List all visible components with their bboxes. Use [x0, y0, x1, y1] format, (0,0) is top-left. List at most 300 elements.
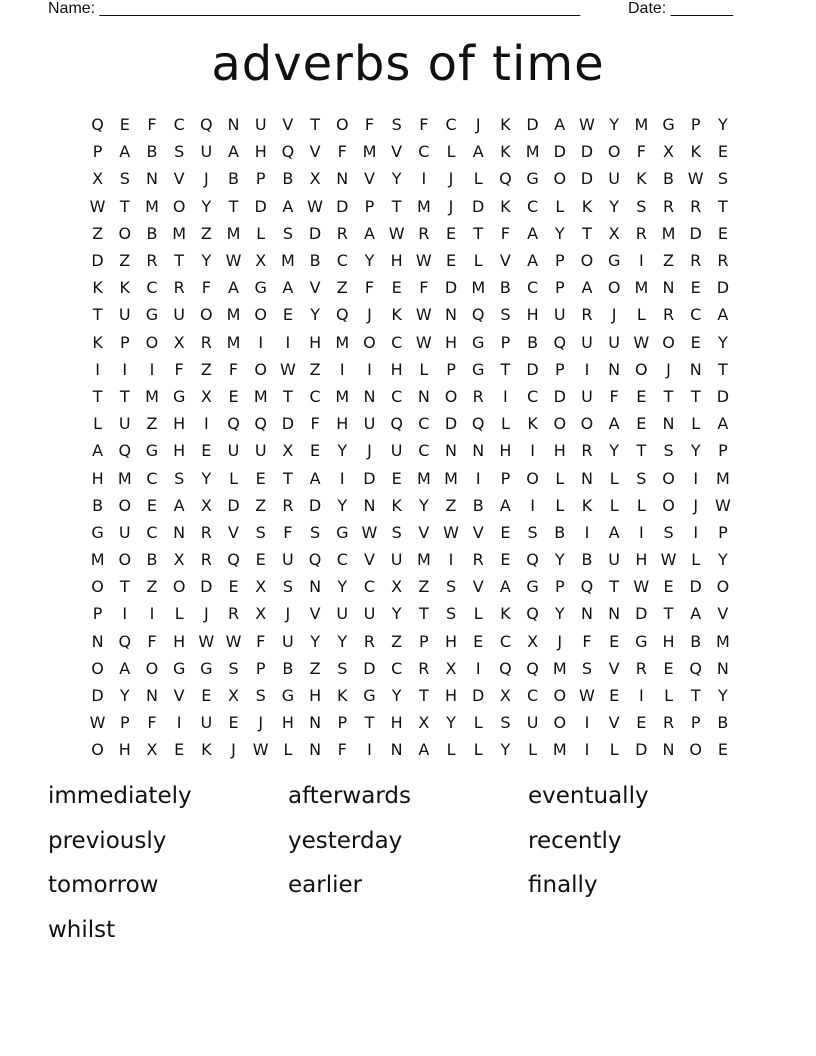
- grid-cell: L: [609, 468, 619, 488]
- grid-cell: E: [174, 740, 185, 760]
- grid-cell: A: [173, 495, 185, 515]
- grid-cell: B: [663, 169, 675, 189]
- grid-cell: R: [227, 604, 240, 624]
- grid-row: [84, 274, 732, 301]
- grid-cell: K: [119, 278, 131, 298]
- grid-cell: G: [635, 631, 648, 651]
- grid-cell: M: [525, 142, 540, 162]
- grid-cell: U: [118, 522, 131, 542]
- grid-cell: L: [473, 604, 483, 624]
- word-list-item: afterwards: [288, 783, 411, 809]
- grid-cell: R: [635, 223, 647, 243]
- grid-cell: T: [718, 196, 728, 216]
- grid-cell: S: [174, 142, 185, 162]
- grid-cell: I: [448, 550, 454, 570]
- grid-cell: O: [254, 305, 268, 325]
- grid-cell: T: [174, 251, 185, 271]
- grid-cell: Q: [118, 441, 132, 461]
- word-list-item: recently: [528, 827, 622, 854]
- grid-cell: M: [145, 196, 159, 216]
- grid-cell: K: [391, 495, 402, 515]
- grid-cell: S: [391, 115, 402, 135]
- grid-row: [84, 464, 732, 491]
- grid-cell: H: [390, 713, 403, 733]
- grid-cell: J: [475, 115, 481, 135]
- grid-cell: D: [635, 740, 648, 760]
- grid-row: [84, 628, 732, 655]
- grid-cell: I: [638, 251, 644, 271]
- grid-cell: K: [92, 278, 103, 298]
- grid-cell: O: [335, 115, 349, 135]
- grid-cell: Y: [119, 686, 130, 706]
- grid-cell: S: [527, 522, 538, 542]
- grid-cell: E: [500, 550, 511, 570]
- grid-cell: E: [228, 386, 239, 406]
- grid-cell: R: [662, 196, 675, 216]
- grid-cell: T: [582, 223, 592, 243]
- grid-cell: E: [690, 278, 701, 298]
- grid-row: [84, 600, 732, 627]
- grid-cell: M: [226, 332, 241, 352]
- grid-cell: P: [255, 658, 266, 678]
- grid-row: [84, 709, 732, 736]
- grid-cell: N: [145, 686, 158, 706]
- grid-cell: D: [553, 142, 566, 162]
- grid-cell: J: [448, 169, 454, 189]
- grid-cell: W: [225, 631, 242, 651]
- grid-cell: Y: [337, 631, 348, 651]
- grid-cell: T: [119, 386, 130, 406]
- grid-cell: B: [554, 522, 566, 542]
- grid-cell: R: [363, 631, 376, 651]
- grid-cell: X: [309, 169, 321, 189]
- letter-grid: [84, 111, 732, 764]
- grid-cell: F: [147, 631, 157, 651]
- grid-cell: Y: [446, 713, 456, 733]
- grid-cell: I: [475, 658, 481, 678]
- word-list-item: eventually: [528, 783, 649, 809]
- grid-cell: T: [119, 196, 130, 216]
- grid-cell: Y: [609, 441, 620, 461]
- name-field: Name: ______________________________________________________: [48, 0, 581, 17]
- grid-cell: D: [580, 142, 594, 162]
- grid-cell: H: [336, 414, 349, 434]
- grid-cell: B: [282, 658, 294, 678]
- grid-cell: J: [231, 740, 236, 760]
- grid-cell: L: [555, 468, 565, 488]
- grid-cell: D: [363, 468, 376, 488]
- grid-cell: A: [309, 468, 321, 488]
- grid-cell: Q: [254, 414, 268, 434]
- grid-cell: Q: [499, 169, 512, 189]
- grid-cell: U: [390, 550, 403, 570]
- grid-cell: F: [283, 522, 293, 542]
- grid-cell: Q: [308, 550, 322, 570]
- grid-cell: R: [635, 658, 647, 678]
- grid-cell: B: [146, 142, 158, 162]
- grid-cell: O: [172, 577, 186, 597]
- grid-cell: M: [335, 332, 350, 352]
- grid-cell: E: [636, 414, 647, 434]
- grid-cell: Y: [201, 196, 212, 216]
- grid-cell: H: [445, 332, 458, 352]
- grid-cell: F: [419, 278, 429, 298]
- grid-cell: P: [718, 441, 728, 461]
- grid-cell: N: [363, 386, 376, 406]
- grid-cell: M: [634, 115, 649, 135]
- grid-cell: H: [173, 631, 186, 651]
- grid-cell: N: [580, 468, 593, 488]
- grid-cell: T: [663, 604, 674, 624]
- grid-cell: Y: [500, 740, 511, 760]
- grid-cell: Y: [391, 169, 402, 189]
- grid-cell: S: [636, 468, 647, 488]
- grid-cell: M: [145, 386, 159, 406]
- grid-row: [84, 138, 732, 165]
- grid-cell: L: [636, 495, 646, 515]
- grid-cell: D: [200, 577, 213, 597]
- grid-cell: N: [445, 441, 458, 461]
- grid-cell: Q: [526, 604, 539, 624]
- grid-cell: Q: [390, 414, 403, 434]
- grid-cell: N: [336, 169, 349, 189]
- grid-cell: B: [527, 332, 539, 352]
- grid-cell: J: [203, 604, 209, 624]
- grid-cell: H: [445, 631, 458, 651]
- grid-cell: A: [717, 305, 729, 325]
- grid-cell: N: [689, 359, 702, 379]
- grid-cell: E: [636, 713, 647, 733]
- word-list-item: immediately: [48, 783, 192, 809]
- grid-cell: G: [662, 115, 675, 135]
- grid-cell: U: [390, 441, 403, 461]
- grid-cell: A: [92, 441, 104, 461]
- grid-cell: Z: [200, 359, 212, 379]
- grid-cell: K: [500, 196, 511, 216]
- grid-cell: G: [472, 332, 485, 352]
- grid-cell: H: [445, 686, 458, 706]
- grid-cell: H: [309, 686, 322, 706]
- grid-cell: J: [693, 495, 699, 515]
- grid-cell: Z: [663, 251, 675, 271]
- grid-cell: N: [472, 441, 485, 461]
- grid-row: [84, 682, 732, 709]
- grid-cell: A: [282, 278, 294, 298]
- grid-cell: D: [363, 658, 376, 678]
- word-list-item: finally: [528, 872, 598, 898]
- grid-cell: G: [526, 169, 539, 189]
- grid-cell: X: [255, 251, 267, 271]
- grid-cell: T: [119, 577, 130, 597]
- grid-cell: S: [282, 577, 293, 597]
- grid-cell: I: [530, 495, 535, 515]
- grid-cell: F: [582, 631, 592, 651]
- grid-cell: U: [254, 115, 267, 135]
- grid-cell: O: [118, 495, 132, 515]
- grid-cell: M: [416, 468, 431, 488]
- grid-cell: Y: [718, 332, 728, 352]
- grid-cell: V: [608, 658, 620, 678]
- grid-cell: U: [282, 550, 294, 570]
- grid-cell: I: [339, 359, 345, 379]
- grid-row: [84, 492, 732, 519]
- grid-cell: O: [254, 359, 268, 379]
- grid-cell: W: [252, 740, 269, 760]
- grid-cell: Z: [146, 577, 158, 597]
- grid-cell: O: [91, 658, 104, 678]
- grid-cell: U: [526, 713, 539, 733]
- grid-cell: D: [472, 196, 485, 216]
- grid-cell: A: [363, 223, 375, 243]
- grid-cell: C: [527, 686, 539, 706]
- grid-cell: X: [173, 332, 185, 352]
- grid-cell: R: [717, 251, 729, 271]
- grid-cell: E: [391, 468, 402, 488]
- grid-cell: F: [609, 386, 619, 406]
- grid-cell: O: [607, 278, 621, 298]
- grid-cell: F: [228, 359, 239, 379]
- grid-cell: C: [690, 305, 702, 325]
- grid-cell: Q: [553, 332, 567, 352]
- grid-cell: R: [173, 278, 185, 298]
- grid-cell: X: [445, 658, 457, 678]
- grid-cell: U: [363, 414, 376, 434]
- grid-cell: T: [473, 223, 484, 243]
- grid-cell: X: [200, 495, 212, 515]
- grid-cell: O: [716, 577, 730, 597]
- grid-cell: L: [446, 142, 456, 162]
- grid-cell: B: [309, 251, 321, 271]
- grid-cell: D: [91, 251, 104, 271]
- grid-cell: D: [526, 115, 539, 135]
- grid-cell: T: [690, 386, 701, 406]
- grid-cell: P: [718, 522, 728, 542]
- grid-row: [84, 329, 732, 356]
- grid-cell: O: [200, 305, 213, 325]
- grid-cell: Y: [554, 550, 565, 570]
- grid-cell: N: [608, 604, 621, 624]
- grid-cell: F: [364, 115, 375, 135]
- grid-cell: P: [92, 604, 103, 624]
- grid-cell: C: [336, 251, 348, 271]
- grid-cell: F: [174, 359, 184, 379]
- grid-cell: K: [337, 686, 348, 706]
- grid-cell: G: [281, 686, 295, 706]
- grid-cell: C: [146, 522, 158, 542]
- grid-cell: M: [362, 142, 377, 162]
- grid-cell: W: [415, 332, 432, 352]
- grid-cell: C: [336, 550, 348, 570]
- grid-cell: F: [147, 713, 157, 733]
- grid-cell: N: [417, 386, 430, 406]
- grid-cell: N: [662, 740, 675, 760]
- grid-cell: F: [337, 740, 347, 760]
- grid-cell: A: [608, 414, 620, 434]
- grid-cell: E: [146, 495, 158, 515]
- grid-row: [84, 383, 732, 410]
- grid-cell: I: [584, 740, 590, 760]
- grid-cell: Y: [554, 223, 565, 243]
- grid-cell: D: [553, 386, 566, 406]
- grid-cell: T: [718, 359, 728, 379]
- grid-row: [84, 193, 732, 220]
- grid-cell: O: [553, 169, 567, 189]
- grid-cell: P: [255, 169, 266, 189]
- grid-cell: M: [634, 278, 649, 298]
- grid-cell: J: [448, 196, 454, 216]
- date-field: Date: _______: [628, 0, 733, 17]
- grid-cell: T: [636, 441, 647, 461]
- grid-cell: H: [390, 251, 403, 271]
- grid-cell: E: [636, 386, 647, 406]
- grid-cell: U: [363, 604, 376, 624]
- grid-cell: M: [90, 550, 105, 570]
- grid-cell: E: [201, 686, 212, 706]
- grid-cell: O: [607, 142, 621, 162]
- grid-cell: T: [92, 305, 103, 325]
- grid-cell: F: [201, 278, 211, 298]
- grid-cell: S: [310, 522, 321, 542]
- grid-cell: R: [336, 223, 348, 243]
- grid-cell: F: [364, 278, 375, 298]
- grid-cell: K: [581, 196, 593, 216]
- grid-cell: V: [472, 522, 484, 542]
- grid-cell: Q: [689, 658, 703, 678]
- grid-cell: N: [390, 740, 403, 760]
- grid-cell: P: [554, 577, 565, 597]
- grid-cell: A: [499, 577, 511, 597]
- grid-cell: N: [309, 740, 322, 760]
- grid-cell: Q: [91, 115, 104, 135]
- grid-cell: A: [228, 142, 239, 162]
- grid-cell: O: [172, 196, 186, 216]
- grid-cell: I: [285, 332, 291, 352]
- grid-row: [84, 247, 732, 274]
- grid-cell: P: [92, 142, 103, 162]
- grid-cell: B: [146, 550, 158, 570]
- grid-cell: D: [580, 169, 594, 189]
- grid-cell: S: [337, 658, 348, 678]
- grid-cell: A: [527, 251, 539, 271]
- grid-cell: V: [228, 522, 239, 542]
- grid-cell: M: [661, 223, 676, 243]
- grid-cell: E: [310, 441, 321, 461]
- grid-cell: L: [555, 196, 565, 216]
- grid-cell: Z: [92, 223, 104, 243]
- grid-cell: I: [584, 713, 590, 733]
- grid-cell: O: [662, 495, 675, 515]
- grid-cell: Z: [255, 495, 267, 515]
- grid-cell: D: [91, 686, 104, 706]
- grid-cell: D: [635, 604, 648, 624]
- grid-cell: Y: [718, 686, 728, 706]
- grid-cell: B: [146, 223, 158, 243]
- grid-cell: S: [581, 658, 593, 678]
- grid-cell: T: [92, 386, 103, 406]
- grid-cell: E: [228, 713, 239, 733]
- grid-cell: G: [200, 658, 213, 678]
- grid-cell: B: [717, 713, 729, 733]
- grid-cell: H: [309, 332, 322, 352]
- grid-cell: Z: [336, 278, 348, 298]
- grid-cell: C: [445, 115, 457, 135]
- grid-cell: N: [309, 577, 322, 597]
- grid-cell: I: [638, 686, 644, 706]
- grid-cell: V: [608, 713, 620, 733]
- grid-cell: E: [663, 577, 674, 597]
- grid-cell: Y: [609, 115, 620, 135]
- grid-cell: O: [118, 223, 132, 243]
- grid-cell: U: [608, 332, 621, 352]
- grid-cell: T: [418, 686, 429, 706]
- grid-cell: U: [200, 713, 213, 733]
- grid-cell: K: [690, 142, 701, 162]
- grid-cell: M: [281, 251, 295, 271]
- grid-cell: O: [580, 251, 594, 271]
- grid-cell: X: [228, 686, 240, 706]
- grid-cell: L: [691, 414, 701, 434]
- grid-cell: W: [89, 196, 106, 216]
- grid-cell: W: [633, 577, 650, 597]
- grid-cell: W: [388, 223, 405, 243]
- grid-cell: Y: [391, 604, 402, 624]
- grid-cell: O: [444, 386, 458, 406]
- grid-cell: F: [310, 414, 320, 434]
- grid-cell: N: [227, 115, 240, 135]
- grid-row: [84, 519, 732, 546]
- grid-cell: G: [526, 577, 539, 597]
- grid-cell: S: [391, 522, 402, 542]
- grid-cell: V: [363, 169, 375, 189]
- grid-cell: T: [364, 713, 375, 733]
- grid-cell: E: [609, 631, 620, 651]
- grid-cell: R: [418, 658, 430, 678]
- grid-row: [84, 437, 732, 464]
- grid-cell: E: [255, 550, 266, 570]
- grid-row: [84, 301, 732, 328]
- grid-cell: P: [119, 713, 130, 733]
- grid-cell: V: [309, 278, 321, 298]
- grid-cell: I: [122, 604, 128, 624]
- grid-cell: L: [473, 740, 483, 760]
- grid-cell: G: [145, 441, 159, 461]
- grid-cell: Q: [471, 305, 485, 325]
- grid-cell: A: [581, 278, 593, 298]
- grid-cell: S: [663, 522, 674, 542]
- grid-cell: H: [254, 142, 267, 162]
- grid-cell: V: [363, 550, 375, 570]
- grid-cell: D: [444, 278, 458, 298]
- grid-cell: X: [527, 631, 539, 651]
- grid-cell: H: [118, 740, 131, 760]
- grid-cell: G: [363, 686, 376, 706]
- grid-cell: K: [581, 495, 593, 515]
- grid-cell: S: [228, 658, 239, 678]
- grid-cell: W: [660, 550, 677, 570]
- grid-cell: D: [254, 196, 267, 216]
- grid-row: [84, 573, 732, 600]
- grid-cell: K: [636, 169, 647, 189]
- grid-cell: S: [445, 604, 457, 624]
- grid-cell: O: [662, 468, 675, 488]
- word-list-item: tomorrow: [48, 872, 159, 898]
- grid-cell: R: [690, 251, 702, 271]
- grid-cell: X: [608, 223, 620, 243]
- grid-cell: G: [607, 251, 621, 271]
- grid-cell: L: [500, 414, 510, 434]
- grid-cell: L: [419, 359, 429, 379]
- grid-cell: Q: [526, 658, 539, 678]
